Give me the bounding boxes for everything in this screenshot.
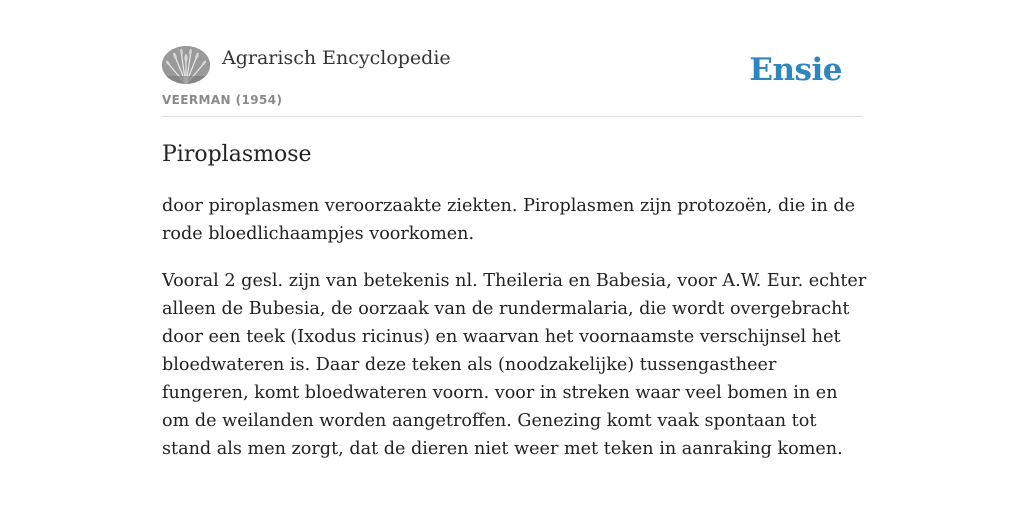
source-label: VEERMAN (1954) xyxy=(162,93,283,107)
article-paragraph-2: Vooral 2 gesl. zijn van betekenis nl. Theileria en Babesia, voor A.W. Eur. echter alleen de Bubesia, de oorzaak van de rundermalaria, die wordt overgebracht door een teek (Ixodus ricinus) en waarvan het voornaamste verschijnsel het bloedwateren is. Daar deze teken als (noodzakelijke) tussengastheer fungeren, komt bloedwateren voorn. voor in streken waar veel bomen in en om de weilanden worden aangetroffen. Genezing komt vaak spontaan tot stand als men zorgt, dat de dieren niet weer met teken in aanraking komen. xyxy=(162,271,867,459)
wheat-ears-icon[interactable] xyxy=(162,46,210,84)
page xyxy=(162,0,867,512)
article-body xyxy=(162,192,868,482)
encyclopedia-title[interactable]: Agrarisch Encyclopedie xyxy=(222,47,451,69)
brand-logo[interactable]: Ensie xyxy=(749,52,842,88)
article-paragraph-1: door piroplasmen veroorzaakte ziekten. Piroplasmen zijn protozoën, die in de rode bloedlichaampjes voorkomen. xyxy=(162,196,856,244)
article-title: Piroplasmose xyxy=(162,142,312,167)
header xyxy=(162,0,862,117)
